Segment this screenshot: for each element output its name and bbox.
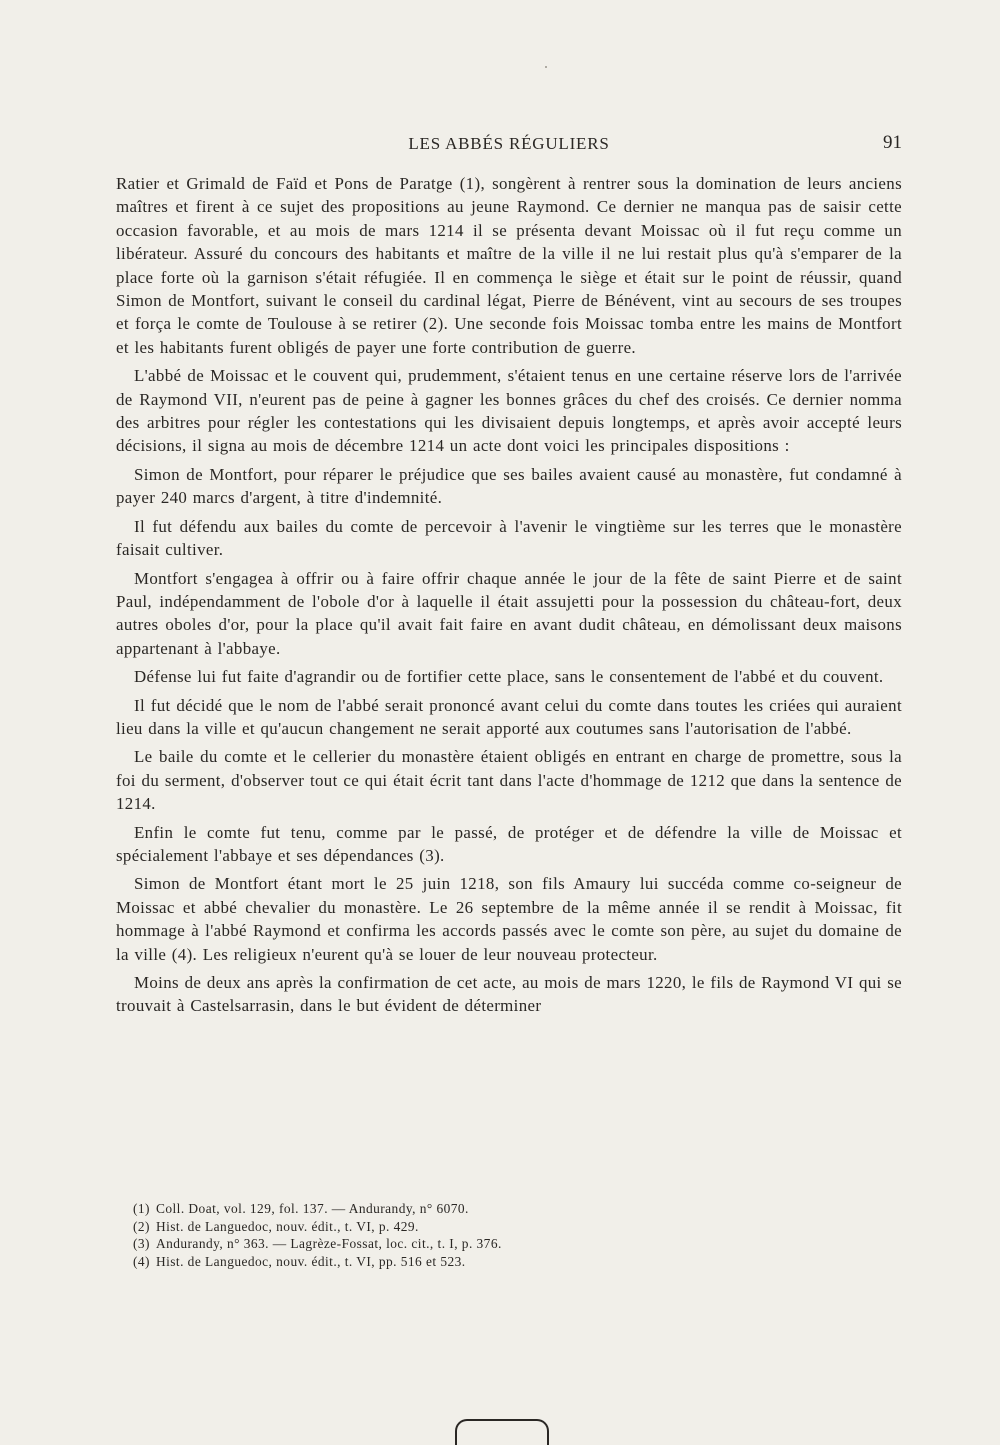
paragraph: Il fut décidé que le nom de l'abbé serait prononcé avant celui du comte dans toutes les criées qui auraient lieu dans la ville et qu'aucun changement ne serait apporté aux coutumes sans l'autorisation de l'abbé. [116, 695, 902, 738]
footnote-text: Coll. Doat, vol. 129, fol. 137. — Andurandy, n° 6070. [155, 1201, 469, 1216]
paragraph: Simon de Montfort étant mort le 25 juin 1218, son fils Amaury lui succéda comme co-seigneur de Moissac et abbé chevalier du monastère. Le 26 septembre de la même année il se rendit à Moissac, fit hommage à l'abbé Raymond et confirma les accords passés avec le comte son père, au sujet du domaine de la ville (4). Les religieux n'eurent qu'à se louer de leur nouveau protecteur. [116, 874, 902, 964]
footnote [133, 1200, 833, 1218]
paragraph: Montfort s'engagea à offrir ou à faire offrir chaque année le jour de la fête de saint Pierre et de saint Paul, indépendamment de l'obole d'or à laquelle il était assujetti pour la possession du château-fort, deux autres oboles d'or, pour la place qu'il avait fait faire en avant dudit château, en démolissant deux maisons appartenant à l'abbaye. [116, 568, 902, 658]
footnote [133, 1235, 833, 1253]
paper-speck [545, 66, 547, 68]
paragraph: L'abbé de Moissac et le couvent qui, prudemment, s'étaient tenus en une certaine réserve lors de l'arrivée de Raymond VII, n'eurent pas de peine à gagner les bonnes grâces du chef des croisés. Ce dernier nomma des arbitres pour régler les contestations qui les divisaient depuis longtemps, et après avoir accepté leurs décisions, il signa au mois de décembre 1214 un acte dont voici les principales dispositions : [116, 366, 902, 456]
footnotes [133, 1200, 833, 1270]
footnote-number: (4) [133, 1253, 150, 1269]
running-title: LES ABBÉS RÉGULIERS [408, 134, 610, 153]
footnote [133, 1253, 833, 1271]
paragraph: Défense lui fut faite d'agrandir ou de fortifier cette place, sans le consentement de l'abbé et du couvent. [134, 667, 884, 687]
footnote-number: (2) [133, 1218, 150, 1234]
paragraph: Il fut défendu aux bailes du comte de percevoir à l'avenir le vingtième sur les terres que le monastère faisait cultiver. [116, 516, 902, 560]
page-header [116, 132, 902, 158]
footnote-number: (3) [133, 1236, 150, 1251]
footnote-text: Hist. de Languedoc, nouv. édit., t. VI, pp. 516 et 523. [155, 1253, 466, 1269]
paragraph: Moins de deux ans après la confirmation de cet acte, au mois de mars 1220, le fils de Raymond VI qui se trouvait à Castelsarrasin, dans le but évident de déterminer [116, 973, 902, 1016]
paragraph: Le baile du comte et le cellerier du monastère étaient obligés en entrant en charge de promettre, sous la foi du serment, d'observer tout ce qui était écrit tant dans l'acte d'hommage de 1212 que dans la sentence de 1214. [116, 747, 902, 814]
page-number: 91 [883, 132, 902, 153]
binding-mark [455, 1419, 549, 1445]
paragraph: Simon de Montfort, pour réparer le préjudice que ses bailes avaient causé au monastère, fut condamné à payer 240 marcs d'argent, à titre d'indemnité. [116, 464, 902, 508]
paragraph: Enfin le comte fut tenu, comme par le passé, de protéger et de défendre la ville de Moissac et spécialement l'abbaye et ses dépendances (3). [116, 822, 902, 865]
footnote [133, 1218, 833, 1236]
body-text [116, 172, 902, 1023]
paragraph: Ratier et Grimald de Faïd et Pons de Paratge (1), songèrent à rentrer sous la domination de leurs anciens maîtres et firent à ce sujet des propositions au jeune Raymond. Ce dernier ne manqua pas de saisir cette occasion favorable, et au mois de mars 1214 il se présenta devant Moissac où il fut reçu comme un libérateur. Assuré du concours des habitants et maître de la ville il ne lui restait plus qu'à s'emparer de la place forte où la garnison s'était réfugiée. Il en commença le siège et était sur le point de réussir, quand Simon de Montfort, suivant le conseil du cardinal légat, Pierre de Bénévent, vint au secours de ses troupes et força le comte de Toulouse à se retirer (2). Une seconde fois Moissac tomba entre les mains de Montfort et les habitants furent obligés de payer une forte contribution de guerre. [116, 174, 902, 357]
footnote-number: (1) [133, 1201, 150, 1216]
footnote-text: Andurandy, n° 363. — Lagrèze-Fossat, loc. cit., t. I, p. 376. [155, 1236, 502, 1251]
footnote-text: Hist. de Languedoc, nouv. édit., t. VI, p. 429. [155, 1218, 419, 1234]
